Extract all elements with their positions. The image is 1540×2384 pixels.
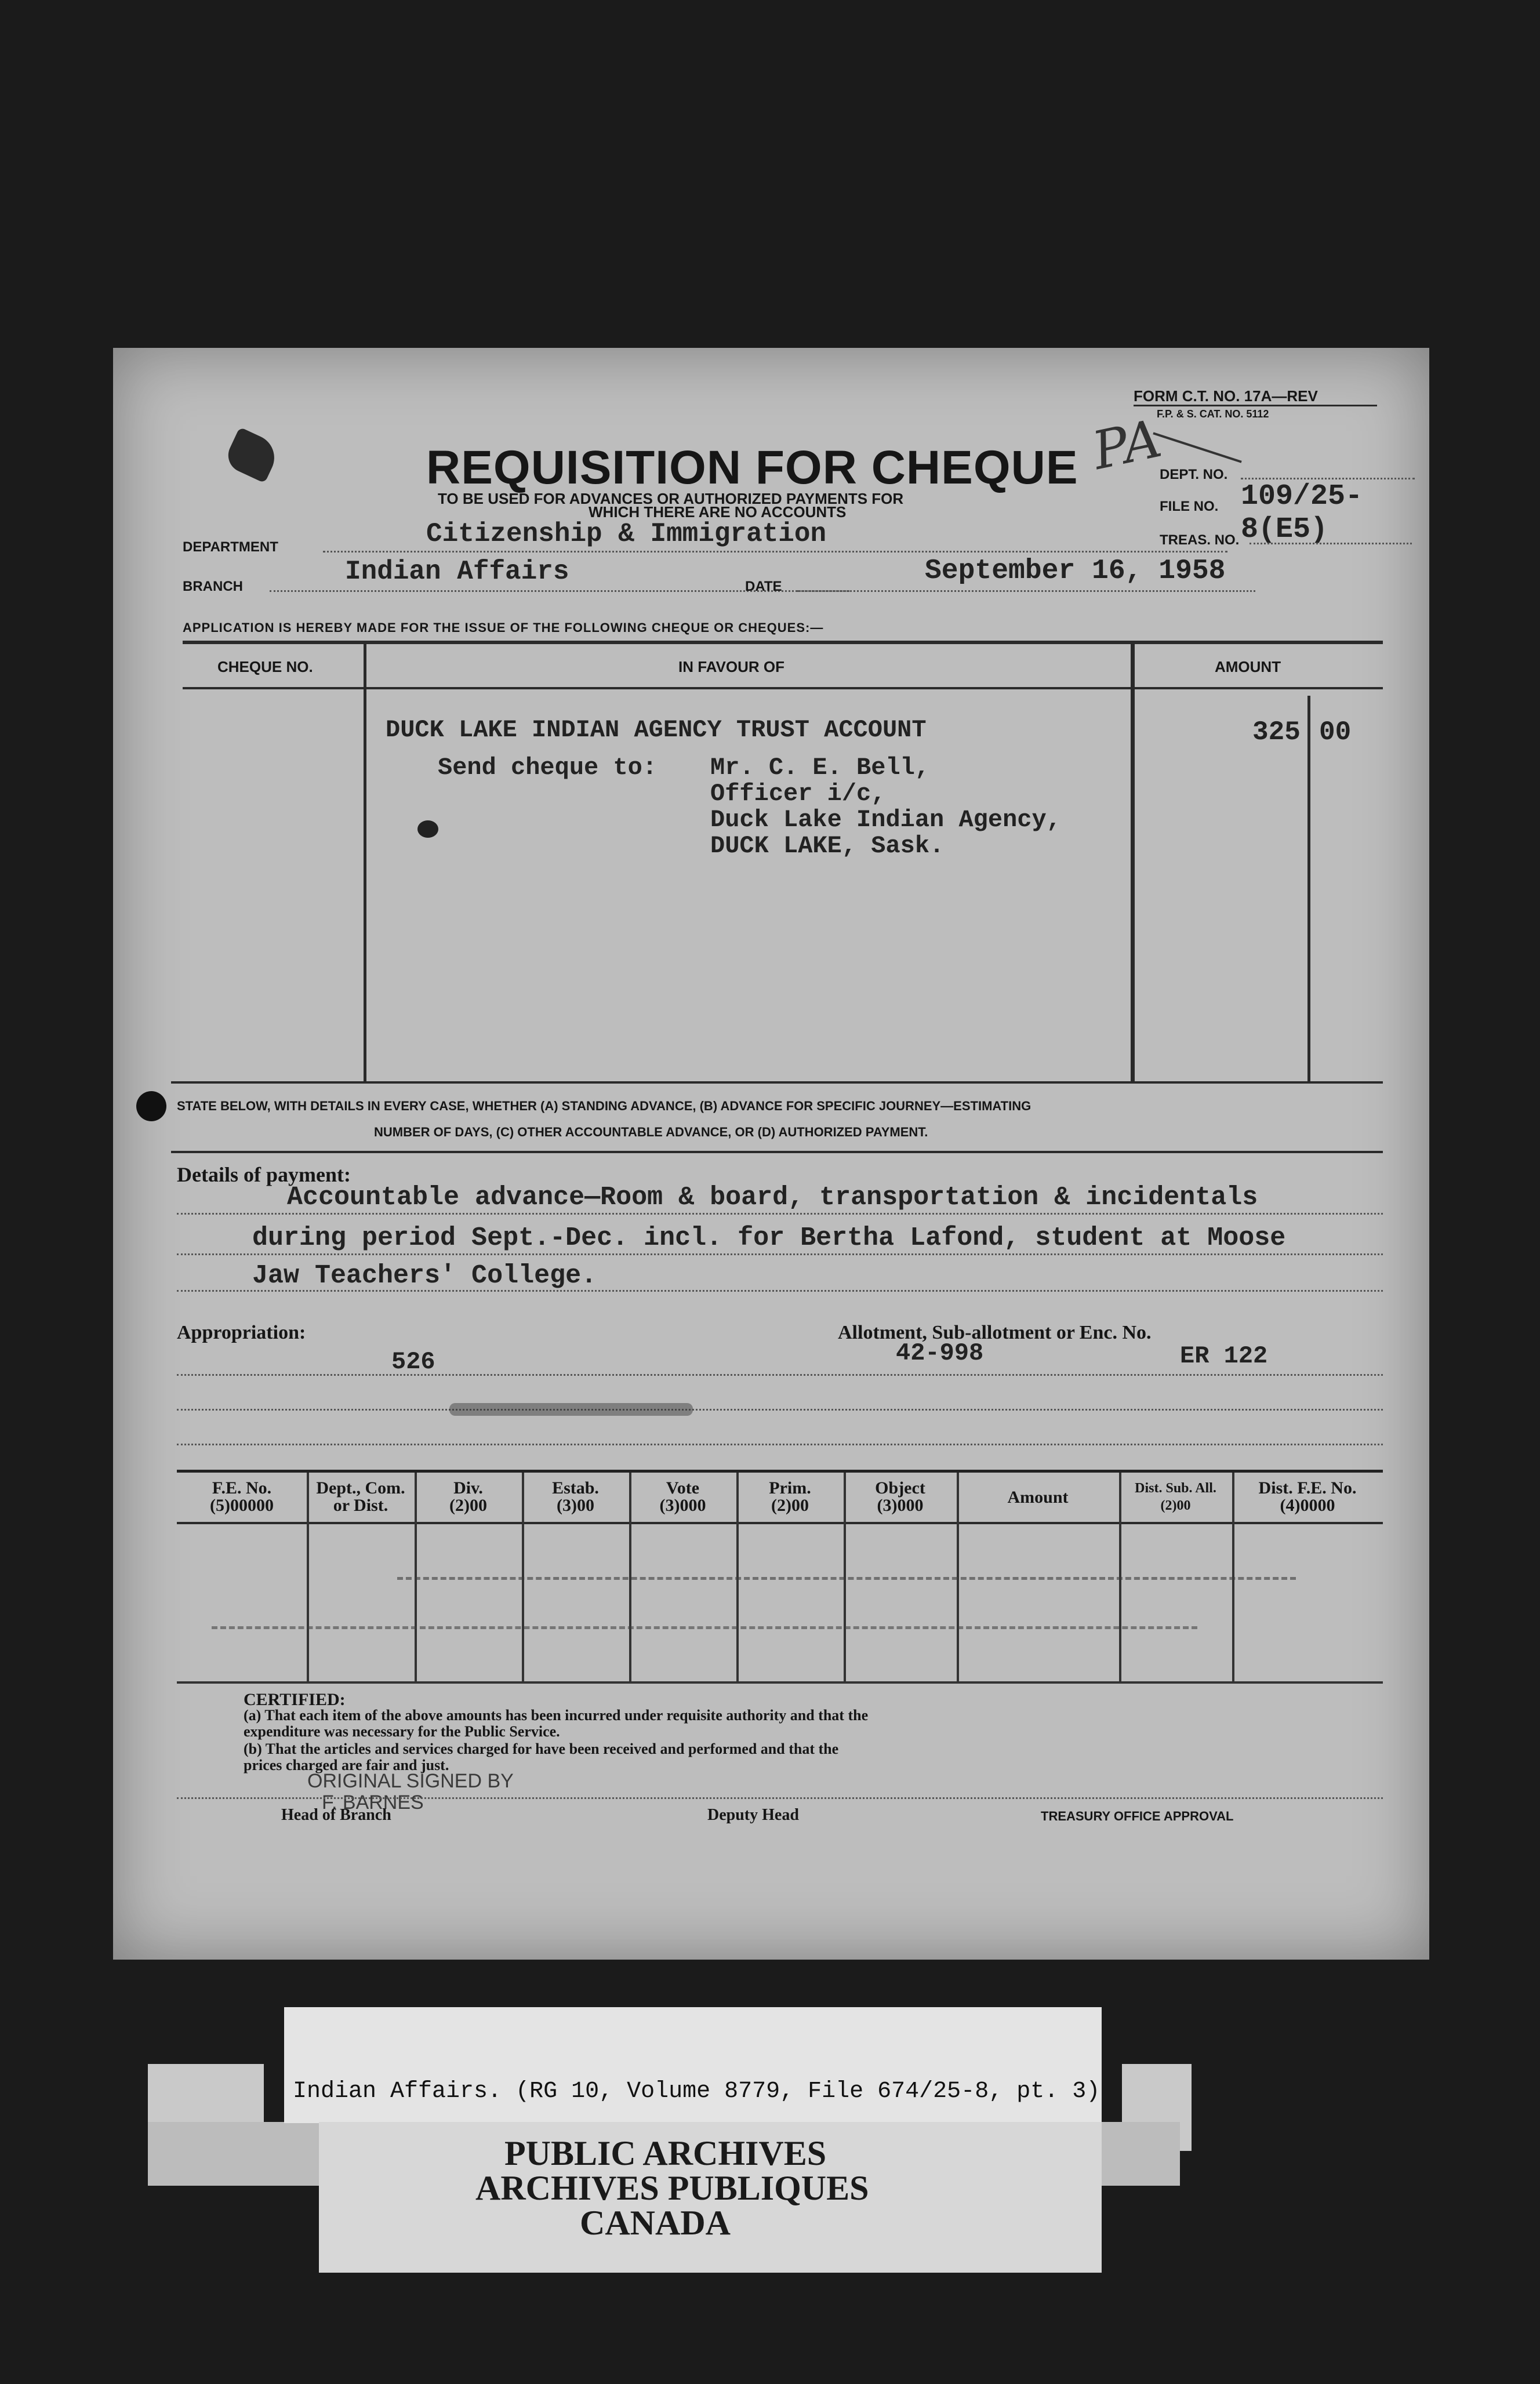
amount-dollars: 325 (1252, 717, 1301, 747)
col-favour-header: IN FAVOUR OF (678, 658, 784, 675)
allotment-label: Allotment, Sub-allotment or Enc. No. (838, 1322, 1152, 1343)
allotment-value: 42-998 (896, 1339, 984, 1367)
appropriation-value: 526 (391, 1348, 435, 1376)
address-line-4: DUCK LAKE, Sask. (710, 832, 945, 860)
dept-no-label: DEPT. NO. (1160, 467, 1228, 482)
punch-hole-icon (136, 1091, 166, 1121)
address-line-1: Mr. C. E. Bell, (710, 754, 930, 782)
treas-no-label: TREAS. NO. (1160, 532, 1240, 548)
file-no-label: FILE NO. (1160, 499, 1219, 514)
col-cheque-header: CHEQUE NO. (217, 658, 313, 675)
send-cheque-label: Send cheque to: (438, 754, 658, 782)
archive-line-1: PUBLIC ARCHIVES (504, 2134, 827, 2172)
certified-a: (a) That each item of the above amounts has been incurred under requisite authority and that the expenditure was necessary for the Public Service. (244, 1707, 869, 1740)
branch-label: BRANCH (183, 579, 243, 594)
enc-value: ER 122 (1180, 1342, 1268, 1370)
date-value: September 16, 1958 (925, 555, 1226, 587)
ink-blot-icon (417, 820, 438, 838)
department-label: DEPARTMENT (183, 539, 278, 555)
application-text: APPLICATION IS HEREBY MADE FOR THE ISSUE OF THE FOLLOWING CHEQUE OR CHEQUES:— (183, 620, 824, 635)
form-catalog-number: F.P. & S. CAT. NO. 5112 (1157, 408, 1269, 420)
faint-handwriting (397, 1571, 1296, 1580)
department-value: Citizenship & Immigration (426, 519, 827, 549)
smudge-mark (449, 1403, 693, 1416)
fe-header-amount: Amount (1007, 1488, 1069, 1507)
fe-header-estab: Estab. (3)00 (552, 1478, 599, 1515)
col-amount-header: AMOUNT (1215, 658, 1281, 675)
details-line-1: Accountable advance—Room & board, transportation & incidentals (287, 1183, 1258, 1212)
fe-header-prim: Prim. (2)00 (769, 1478, 811, 1515)
fe-header-div: Div. (2)00 (449, 1478, 487, 1515)
details-line-3: Jaw Teachers' College. (252, 1261, 597, 1291)
archive-citation: Indian Affairs. (RG 10, Volume 8779, File 674/25-8, pt. 3) (293, 2078, 1100, 2105)
certified-b: (b) That the articles and services charged for have been received and performed and that the prices charged are fair and just. (244, 1740, 839, 1774)
pa-annotation: PA (1087, 408, 1167, 482)
fe-header-dist-sub: Dist. Sub. All. (2)00 (1135, 1481, 1216, 1513)
appropriation-label: Appropriation: (177, 1322, 306, 1343)
fe-header-fe-no: F.E. No. (5)00000 (210, 1478, 274, 1515)
certified-title: CERTIFIED: (244, 1690, 346, 1709)
treasury-approval-label: TREASURY OFFICE APPROVAL (1041, 1809, 1234, 1823)
annotation-stroke (1153, 432, 1241, 463)
fe-table (177, 1470, 1383, 1684)
archive-line-2: ARCHIVES PUBLIQUES (475, 2169, 869, 2207)
file-no-value: 109/25-8(E5) (1241, 480, 1363, 546)
fe-header-dept: Dept., Com. or Dist. (316, 1478, 405, 1515)
address-line-3: Duck Lake Indian Agency, (710, 806, 1061, 834)
signed-stamp-1: ORIGINAL SIGNED BY (307, 1770, 514, 1792)
state-instruction-1: STATE BELOW, WITH DETAILS IN EVERY CASE, WHETHER (A) STANDING ADVANCE, (B) ADVANCE FOR SPECIFIC JOURNEY—ESTIMATING (177, 1099, 1031, 1113)
amount-cents: 00 (1319, 717, 1352, 747)
signed-stamp-2: F. BARNES (322, 1791, 424, 1814)
date-label: DATE (745, 579, 782, 594)
payee-name: DUCK LAKE INDIAN AGENCY TRUST ACCOUNT (386, 716, 927, 744)
head-of-branch-label: Head of Branch (281, 1806, 391, 1824)
details-label: Details of payment: (177, 1163, 351, 1186)
faint-handwriting-2 (212, 1620, 1197, 1629)
citation-card (284, 2007, 1102, 2123)
form-subtitle-2: WHICH THERE ARE NO ACCOUNTS (589, 503, 847, 521)
details-line-2: during period Sept.-Dec. incl. for Bertha Lafond, student at Moose (252, 1223, 1286, 1253)
form-title: REQUISITION FOR CHEQUE (426, 441, 1078, 494)
state-instruction-2: NUMBER OF DAYS, (C) OTHER ACCOUNTABLE ADVANCE, OR (D) AUTHORIZED PAYMENT. (374, 1125, 928, 1139)
fe-header-vote: Vote (3)000 (659, 1478, 706, 1515)
requisition-form (113, 348, 1429, 1960)
form-subtitle: TO BE USED FOR ADVANCES OR AUTHORIZED PAYMENTS FOR (438, 490, 904, 507)
deputy-head-label: Deputy Head (707, 1806, 799, 1824)
fe-header-dist-fe: Dist. F.E. No. (4)0000 (1258, 1478, 1357, 1515)
corner-mark-icon (223, 427, 282, 483)
form-number: FORM C.T. NO. 17A—REV (1134, 387, 1318, 405)
branch-value: Indian Affairs (345, 557, 569, 587)
fe-header-object: Object (3)000 (875, 1478, 925, 1515)
address-line-2: Officer i/c, (710, 780, 886, 808)
archive-line-3: CANADA (580, 2204, 731, 2242)
